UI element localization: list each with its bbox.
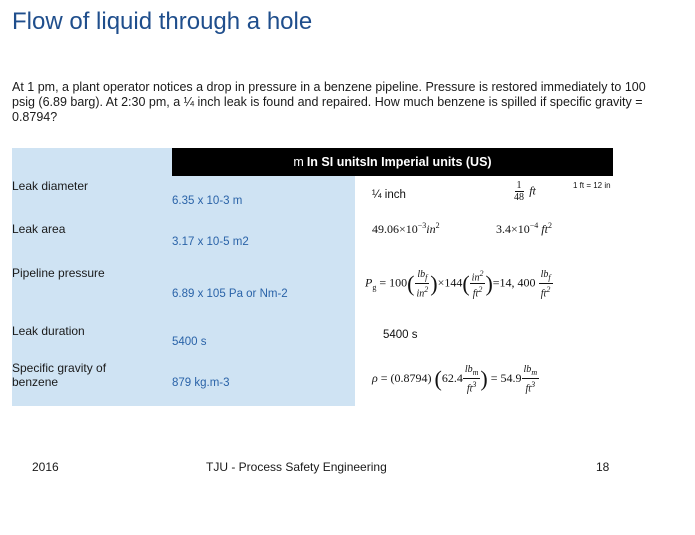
header-si: In SI units — [306, 155, 367, 169]
row-label-leak-diameter: Leak diameter — [12, 179, 89, 193]
imperial-pipeline-pressure: $P_g = 100$( $\frac{lb_f}{in^2}$ )×144( $\frac{in^2}{ft^2}$ )=14, 400 $\frac{lb_f}{ft^2}$ — [365, 268, 551, 300]
header-imperial: In Imperial units (US) — [366, 155, 492, 169]
si-leak-diameter: 6.35 x 10-3 m — [172, 195, 243, 207]
header-prefix: m — [293, 155, 304, 169]
si-density: 879 kg.m-3 — [172, 377, 230, 389]
imperial-leak-area-in: $49.06\times 10^{-3}in^2$ — [372, 221, 440, 236]
footer-course: TJU - Process Safety Engineering — [206, 460, 387, 474]
imperial-density: ρ = (0.8794) (62.4 $\frac{lb_m}{ft^3}$ ) = 54.9 $\frac{lb_m}{ft^3}$ — [372, 364, 538, 395]
imperial-leak-duration: 5400 s — [383, 329, 418, 341]
table-header — [172, 148, 613, 176]
si-pipeline-pressure: 6.89 x 105 Pa or Nm-2 — [172, 288, 288, 300]
problem-statement: At 1 pm, a plant operator notices a drop in pressure in a benzene pipeline. Pressure is restored immediately to 100 psig (6.89 barg). At 2:30 pm, a ¼ inch leak is found and repaired. How much benzene is spilled if specific gravity = 0.8794? — [12, 80, 646, 124]
row-label-leak-area: Leak area — [12, 222, 66, 236]
si-leak-duration: 5400 s — [172, 336, 207, 348]
conversion-note: 1 ft = 12 in — [573, 181, 611, 190]
slide-title: Flow of liquid through a hole — [12, 8, 313, 35]
footer-page-number: 18 — [596, 460, 610, 474]
row-label-pipeline-pressure: Pipeline pressure — [12, 266, 105, 280]
imperial-leak-diameter: ¼ inch — [372, 189, 406, 201]
row-label-specific-gravity: Specific gravity of benzene — [12, 361, 107, 389]
footer-year: 2016 — [32, 460, 59, 474]
si-leak-area: 3.17 x 10-5 m2 — [172, 236, 249, 248]
row-label-leak-duration: Leak duration — [12, 324, 85, 338]
fraction-1-48: $\frac{1}{48}$ — [514, 180, 524, 203]
imperial-leak-diameter-ft: $\frac{1}{48}$ ft — [514, 180, 536, 203]
imperial-leak-area-ft: $3.4\times 10^{-4}$ $ft^2$ — [496, 221, 552, 236]
